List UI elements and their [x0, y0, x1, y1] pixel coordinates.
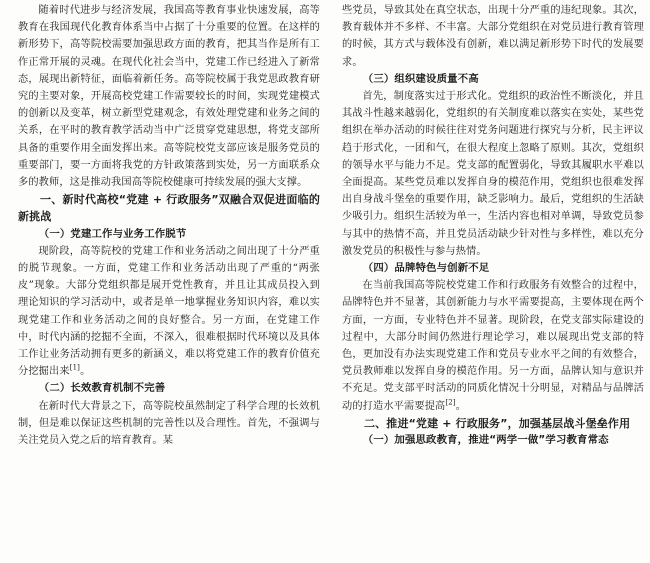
subheading-1: （一）党建工作与业务工作脱节 [38, 227, 187, 240]
citation-ref: [1] [69, 363, 81, 372]
continued-paragraph: 些党员，导致其处在真空状态，出现十分严重的违纪现象。其次，教育载体并不多样、不丰富。大部分党组织在对党员进行教育管理的时候，其方式与载体没有创新，难以满足新形势下时代的发展要求。 [342, 5, 644, 68]
subheading-4: （四）品牌特色与创新不足 [362, 262, 490, 275]
section-heading-2: 二、推进“党建 + 行政服务”，加强基层战斗堡垒作用 [364, 416, 631, 430]
subheading-3: （三）组织建设质量不高 [362, 72, 479, 85]
body-paragraph-disconnect [18, 243, 320, 381]
body-paragraph-mechanism: 在新时代大背景之下，高等院校虽然制定了科学合理的长效机制，但是难以保证这些机制的完善性以及合理性。首先，不强调与关注党员入党之后的培育教育。某 [18, 400, 320, 447]
left-column [18, 2, 320, 563]
body-paragraph-organization: 首先，制度落实过于形式化。党组织的政治性不断淡化，并且其战斗性越来越弱化，党组织的有关制度难以落实在实处，某些党组织在举办活动的时候往往对党务问题进行探究与分析，民主评议趋于形式化，一团和气，在很大程度上忽略了原则。其次，党组织的领导水平与能力不足。党支部的配置弱化，导致其履职水平难以全面提高。某些党员难以发挥自身的模范作用，党组织也很难发挥出自身战斗堡垒的重要作用，缺乏影响力。最后，党组织的生活缺少吸引力。组织生活较为单一，生活内容也相对单调，导致党员参与其中的热情不高，并且党员活动缺少针对性与多样性，难以充分激发党员的积极性与参与热情。 [342, 91, 644, 257]
paragraph-text: 在当前我国高等院校党建工作和行政服务有效整合的过程中，品牌特色并不显著，其创新能力与水平需要提高，主要体现在两个方面，一方面，专业特色并不显著。现阶段，在党支部实际建设的过程中，大部分时间仍然进行理论学习，难以展现出党支部的特色，更加没有办法实现党建工作和党员专业水平之间的有效整合，党员教师难以发挥自身的模范作用。另一方面，品牌认知与意识并不充足。党支部平时活动的同质化情况十分明显，对精品与品牌活动的打造水平需要提高 [342, 280, 644, 412]
paragraph-text: 现阶段，高等院校的党建工作和业务活动之间出现了十分严重的脱节现象。一方面，党建工作和业务活动出现了严重的“两张皮”现象。大部分党组织都是展开党性教育，并且让其成员投入到理论知识的学习活动中，或者是单一地掌握业务知识内容，难以实现党建工作和业务活动之间的良好整合。另一方面，在党建工作中，时代内涵的挖掘不全面，不深入，很难根据时代环境以及具体工作让业务活动拥有更多的新涵义，难以将党建工作的教育价值充分挖掘出来 [18, 245, 320, 378]
citation-ref: [2] [445, 398, 456, 407]
subheading-2: （二）长效教育机制不完善 [38, 382, 166, 395]
section-heading-1: 一、新时代高校“党建 + 行政服务”双融合双促进面临的新挑战 [18, 193, 320, 224]
paragraph-end: 。 [455, 400, 467, 412]
subheading-5: （一）加强思政教育，推进“两学一做”学习教育常态 [362, 434, 609, 447]
intro-paragraph: 随着时代进步与经济发展，我国高等教育事业快速发展，高等教育在我国现代化教育体系当中占据了十分重要的位置。在这样的新形势下，高等院校需要加强思政方面的教育，把其当作是所有工作正常开展的灵魂。在现代化社会当中，党建工作已经进入了新常态，展现出新特征，面临着新任务。高等院校属于我党思政教育研究的主要对象，开展高校党建工作需要较长的时间，实现党建模式的创新以及变革，树立新型党建观念，有效处理党建和业务之间的关系，在平时的教育教学活动当中广泛贯穿党建思想，将党支部所具备的重要作用全面发挥出来。高等院校党支部应该是服务党员的重要部门，要一方面将我党的方针政策落到实处，另一方面联系众多的教师，这是推动我国高等院校健康可持续发展的强大支撑。 [18, 5, 320, 189]
paragraph-end: 。 [80, 366, 91, 378]
body-paragraph-brand [342, 277, 644, 415]
right-column [342, 2, 644, 563]
